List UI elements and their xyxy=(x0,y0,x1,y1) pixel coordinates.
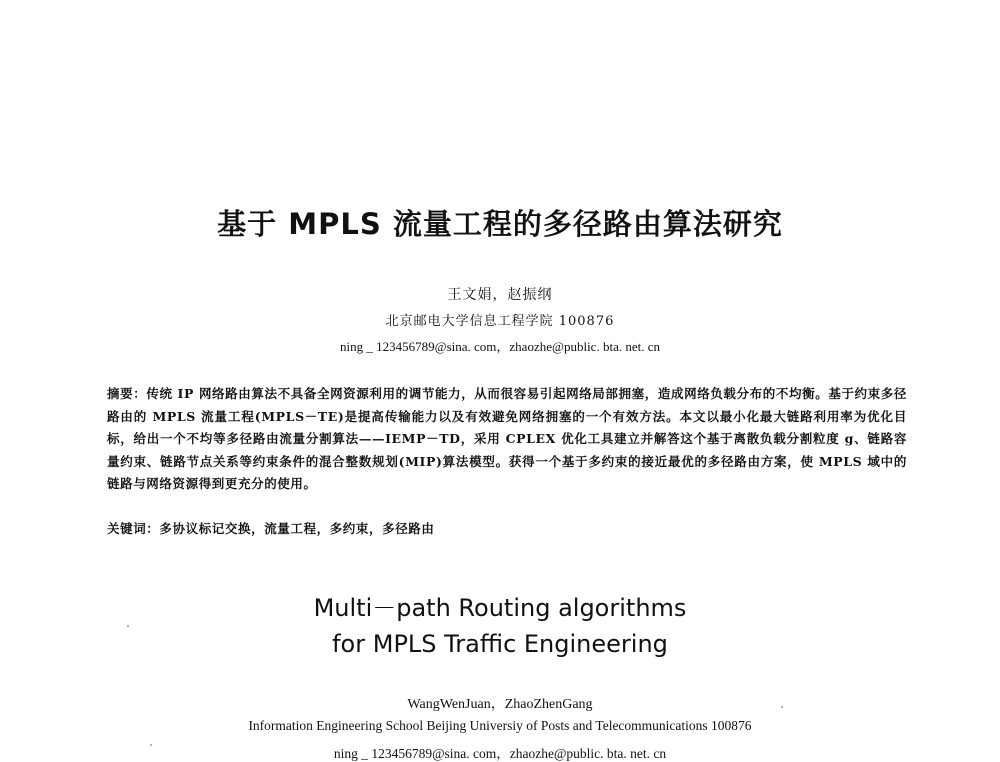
scan-speck xyxy=(150,744,152,746)
scan-speck xyxy=(127,625,129,627)
chinese-authors: 王文娟，赵振纲 xyxy=(447,287,553,303)
keywords-label: 关键词： xyxy=(107,521,160,536)
english-title-line-1: Multi－path Routing algorithms xyxy=(313,594,687,622)
abstract-label: 摘要： xyxy=(107,386,147,401)
keywords xyxy=(107,519,907,537)
scan-speck xyxy=(781,706,783,708)
abstract-text: 传统 IP 网络路由算法不具备全网资源利用的调节能力，从而很容易引起网络局部拥塞，造成网络负载分布的不均衡。基于约束多径路由的 MPLS 流量工程(MPLS－TE)是提高传输能力以及有效避免网络拥塞的一个有效方法。本文以最小化最大链路利用率为优化目标，给出一个不均等多径路由流量分割算法——IEMP－TD，采用 CPLEX 优化工具建立并解答这个基于离散负载分割粒度 g、链路容量约束、链路节点关系等约束条件的混合整数规划(MIP)算法模型。获得一个基于多约束的接近最优的多径路由方案，使 MPLS 域中的链路与网络资源得到更充分的使用。 xyxy=(107,386,907,491)
english-authors: WangWenJuan，ZhaoZhenGang xyxy=(407,697,593,712)
english-affiliation: Information Engineering School Beijing Universiy of Posts and Telecommunications 100876 xyxy=(248,718,752,733)
chinese-affiliation: 北京邮电大学信息工程学院 100876 xyxy=(385,314,615,329)
chinese-emails: ning _ 123456789@sina. com，zhaozhe@public. bta. net. cn xyxy=(340,339,660,354)
english-emails: ning _ 123456789@sina. com，zhaozhe@public. bta. net. cn xyxy=(333,746,667,761)
keywords-text: 多协议标记交换，流量工程，多约束，多径路由 xyxy=(159,521,435,536)
english-title xyxy=(0,590,1000,662)
english-title-line-2: for MPLS Traffic Engineering xyxy=(332,630,668,658)
abstract xyxy=(107,383,907,496)
chinese-title: 基于 MPLS 流量工程的多径路由算法研究 xyxy=(217,207,783,241)
